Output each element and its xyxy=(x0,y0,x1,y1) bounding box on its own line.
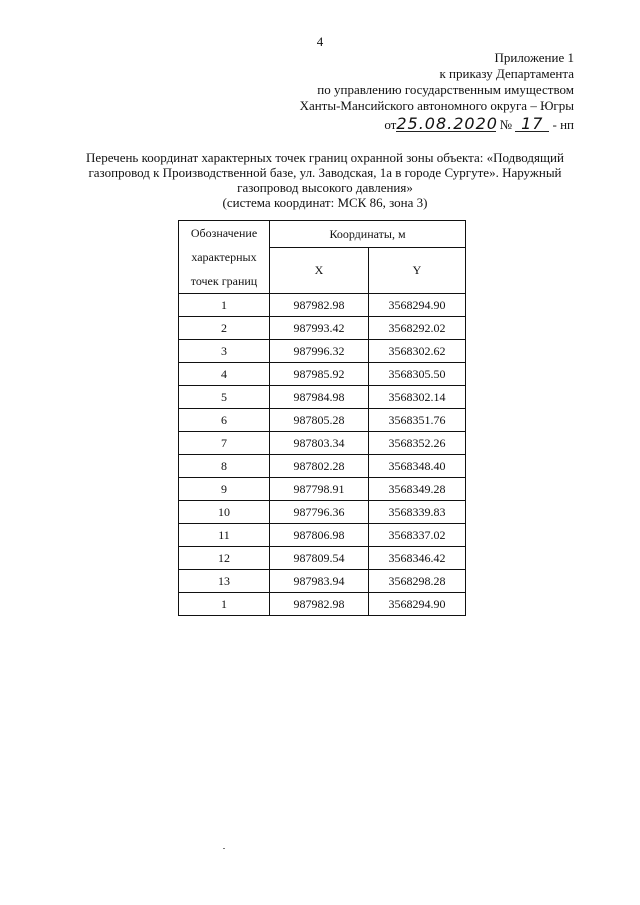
x-coordinate-cell: 987983.94 xyxy=(270,570,369,593)
x-coordinate-cell: 987796.36 xyxy=(270,501,369,524)
point-cell: 10 xyxy=(179,501,270,524)
y-coordinate-cell: 3568298.28 xyxy=(369,570,466,593)
point-header-line: Обозначение xyxy=(190,226,258,240)
point-cell: 2 xyxy=(179,317,270,340)
y-coordinate-cell: 3568339.83 xyxy=(369,501,466,524)
point-cell: 9 xyxy=(179,478,270,501)
table-row xyxy=(179,501,466,524)
y-coordinate-cell: 3568302.14 xyxy=(369,386,466,409)
table-row xyxy=(179,340,466,363)
table-row xyxy=(179,524,466,547)
coordinates-table xyxy=(178,220,466,616)
appendix-title: Приложение 1 xyxy=(494,50,574,65)
table-row xyxy=(179,547,466,570)
header-line-region: Ханты-Мансийского автономного округа – Югры xyxy=(299,98,574,113)
x-column-header: X xyxy=(270,248,369,294)
title-line: газопровод высокого давления» xyxy=(237,180,413,195)
point-header-line: характерных xyxy=(191,250,257,264)
point-header-line: точек границ xyxy=(190,274,258,288)
point-cell: 13 xyxy=(179,570,270,593)
coordinates-table-body xyxy=(179,294,466,616)
point-cell: 6 xyxy=(179,409,270,432)
point-cell: 1 xyxy=(179,294,270,317)
point-cell: 1 xyxy=(179,593,270,616)
y-coordinate-cell: 3568292.02 xyxy=(369,317,466,340)
y-coordinate-cell: 3568305.50 xyxy=(369,363,466,386)
x-coordinate-cell: 987798.91 xyxy=(270,478,369,501)
order-date: 25.08.2020 xyxy=(396,114,498,133)
table-row xyxy=(179,593,466,616)
point-cell: 4 xyxy=(179,363,270,386)
x-coordinate-cell: 987984.98 xyxy=(270,386,369,409)
y-coordinate-cell: 3568349.28 xyxy=(369,478,466,501)
y-coordinate-cell: 3568337.02 xyxy=(369,524,466,547)
x-coordinate-cell: 987809.54 xyxy=(270,547,369,570)
y-coordinate-cell: 3568294.90 xyxy=(369,593,466,616)
header-line-department: по управлению государственным имуществом xyxy=(317,82,574,97)
order-line xyxy=(384,116,574,134)
table-row xyxy=(179,363,466,386)
y-coordinate-cell: 3568348.40 xyxy=(369,455,466,478)
point-cell: 5 xyxy=(179,386,270,409)
x-coordinate-cell: 987806.98 xyxy=(270,524,369,547)
point-designation-header xyxy=(179,221,270,294)
x-coordinate-cell: 987996.32 xyxy=(270,340,369,363)
x-coordinate-cell: 987982.98 xyxy=(270,294,369,317)
point-cell: 12 xyxy=(179,547,270,570)
x-coordinate-cell: 987993.42 xyxy=(270,317,369,340)
scan-speck xyxy=(223,848,225,849)
y-coordinate-cell: 3568346.42 xyxy=(369,547,466,570)
document-title xyxy=(70,150,580,210)
point-cell: 3 xyxy=(179,340,270,363)
table-row xyxy=(179,432,466,455)
table-row xyxy=(179,294,466,317)
title-line: газопровод к Производственной базе, ул. Заводская, 1а в городе Сургуте». Наружный xyxy=(88,165,562,180)
coordinates-header: Координаты, м xyxy=(270,221,466,248)
order-number: 17 xyxy=(515,117,549,132)
x-coordinate-cell: 987805.28 xyxy=(270,409,369,432)
table-row xyxy=(179,455,466,478)
coordinate-system-note: (система координат: МСК 86, зона 3) xyxy=(222,195,428,210)
header-line-order-ref: к приказу Департамента xyxy=(439,66,574,81)
y-coordinate-cell: 3568302.62 xyxy=(369,340,466,363)
x-coordinate-cell: 987982.98 xyxy=(270,593,369,616)
point-cell: 11 xyxy=(179,524,270,547)
x-coordinate-cell: 987802.28 xyxy=(270,455,369,478)
point-cell: 7 xyxy=(179,432,270,455)
page-number: 4 xyxy=(316,34,324,49)
table-row xyxy=(179,478,466,501)
order-number-sign: № xyxy=(499,117,512,132)
y-coordinate-cell: 3568352.26 xyxy=(369,432,466,455)
point-cell: 8 xyxy=(179,455,270,478)
x-coordinate-cell: 987985.92 xyxy=(270,363,369,386)
table-row xyxy=(179,409,466,432)
appendix-header xyxy=(214,50,574,114)
table-row xyxy=(179,386,466,409)
y-coordinate-cell: 3568294.90 xyxy=(369,294,466,317)
x-coordinate-cell: 987803.34 xyxy=(270,432,369,455)
table-row xyxy=(179,317,466,340)
y-column-header: Y xyxy=(369,248,466,294)
table-row xyxy=(179,570,466,593)
y-coordinate-cell: 3568351.76 xyxy=(369,409,466,432)
title-line: Перечень координат характерных точек границ охранной зоны объекта: «Подводящий xyxy=(86,150,564,165)
order-prefix: от xyxy=(384,117,397,132)
order-suffix: - нп xyxy=(552,117,574,132)
